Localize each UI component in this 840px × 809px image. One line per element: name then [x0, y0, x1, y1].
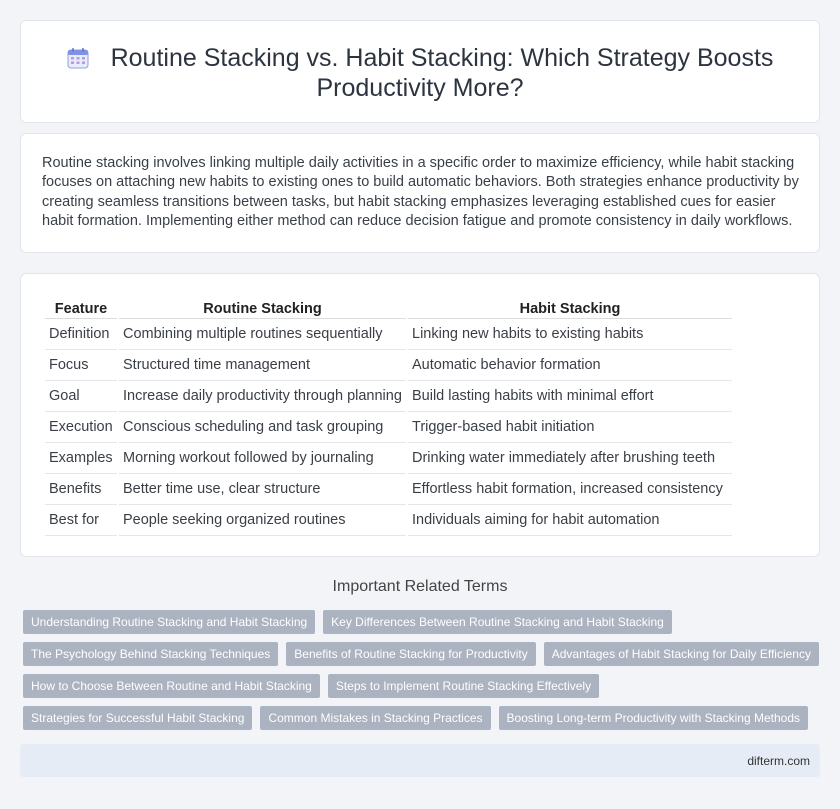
comparison-table: [43, 295, 734, 536]
table-cell-routine: Structured time management: [119, 350, 406, 381]
header-card: [20, 20, 820, 123]
table-cell-habit: Individuals aiming for habit automation: [408, 505, 732, 536]
table-row: [45, 412, 732, 443]
table-cell-habit: Trigger-based habit initiation: [408, 412, 732, 443]
table-cell-feature: Examples: [45, 443, 117, 474]
table-cell-feature: Definition: [45, 319, 117, 350]
table-row: [45, 381, 732, 412]
related-term-tag[interactable]: Advantages of Habit Stacking for Daily Efficiency: [544, 642, 819, 666]
table-cell-routine: People seeking organized routines: [119, 505, 406, 536]
related-terms-heading: Important Related Terms: [332, 578, 508, 595]
intro-card: [20, 133, 820, 253]
page-title: [61, 43, 779, 103]
table-row: [45, 474, 732, 505]
header-routine-stacking: Routine Stacking: [119, 295, 406, 319]
related-term-tag[interactable]: Key Differences Between Routine Stacking and Habit Stacking: [323, 610, 672, 634]
tag-row: [23, 706, 823, 730]
related-terms-list: [23, 610, 823, 738]
related-term-tag[interactable]: Understanding Routine Stacking and Habit Stacking: [23, 610, 315, 634]
header-habit-stacking: Habit Stacking: [408, 295, 732, 319]
table-cell-habit: Linking new habits to existing habits: [408, 319, 732, 350]
calendar-icon: [67, 47, 89, 69]
footer-bar: [20, 744, 820, 777]
related-term-tag[interactable]: Boosting Long-term Productivity with Stacking Methods: [499, 706, 808, 730]
table-cell-habit: Build lasting habits with minimal effort: [408, 381, 732, 412]
related-term-tag[interactable]: Benefits of Routine Stacking for Productivity: [286, 642, 535, 666]
table-cell-habit: Automatic behavior formation: [408, 350, 732, 381]
table-cell-routine: Better time use, clear structure: [119, 474, 406, 505]
table-header-row: [45, 295, 732, 319]
tag-row: [23, 610, 823, 634]
related-term-tag[interactable]: Common Mistakes in Stacking Practices: [260, 706, 490, 730]
table-cell-feature: Focus: [45, 350, 117, 381]
tag-row: [23, 674, 823, 698]
table-row: [45, 443, 732, 474]
footer-site-link[interactable]: difterm.com: [747, 754, 810, 768]
table-cell-habit: Effortless habit formation, increased consistency: [408, 474, 732, 505]
table-cell-feature: Best for: [45, 505, 117, 536]
related-term-tag[interactable]: Strategies for Successful Habit Stacking: [23, 706, 252, 730]
tag-row: [23, 642, 823, 666]
header-feature: Feature: [45, 295, 117, 319]
comparison-table-card: [20, 273, 820, 557]
table-cell-routine: Morning workout followed by journaling: [119, 443, 406, 474]
table-cell-habit: Drinking water immediately after brushing teeth: [408, 443, 732, 474]
related-term-tag[interactable]: How to Choose Between Routine and Habit Stacking: [23, 674, 320, 698]
page-title-text: Routine Stacking vs. Habit Stacking: Which Strategy Boosts Productivity More?: [110, 44, 774, 102]
related-term-tag[interactable]: Steps to Implement Routine Stacking Effectively: [328, 674, 599, 698]
table-cell-feature: Benefits: [45, 474, 117, 505]
table-row: [45, 319, 732, 350]
table-cell-feature: Execution: [45, 412, 117, 443]
table-row: [45, 350, 732, 381]
related-term-tag[interactable]: The Psychology Behind Stacking Techniques: [23, 642, 278, 666]
table-cell-routine: Increase daily productivity through planning: [119, 381, 406, 412]
table-row: [45, 505, 732, 536]
table-cell-routine: Conscious scheduling and task grouping: [119, 412, 406, 443]
intro-paragraph: Routine stacking involves linking multiple daily activities in a specific order to maximize efficiency, while habit stacking focuses on attaching new habits to existing ones to build automatic behaviors. Both strategies enhance productivity by creating seamless transitions between tasks, but habit stacking emphasizes leveraging established cues for easier habit formation. Implementing either method can reduce decision fatigue and promote consistency in daily workflows.: [42, 155, 799, 230]
table-cell-feature: Goal: [45, 381, 117, 412]
table-cell-routine: Combining multiple routines sequentially: [119, 319, 406, 350]
